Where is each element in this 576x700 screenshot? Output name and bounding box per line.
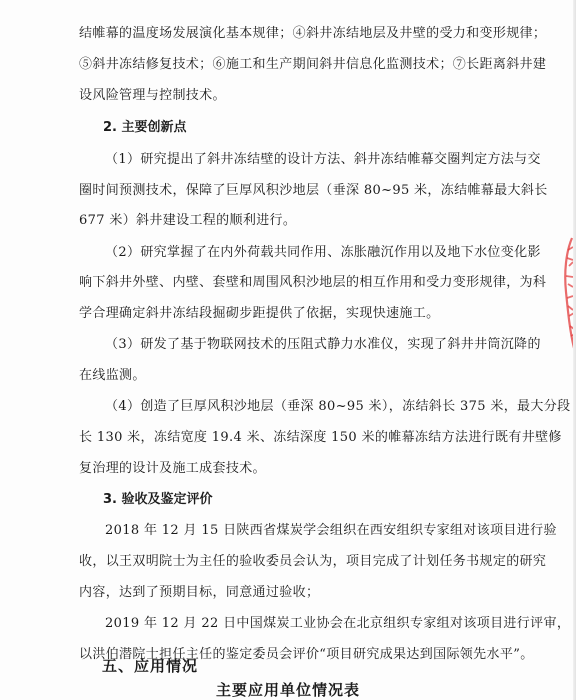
text-line: （1）研究提出了斜井冻结壁的设计方法、斜井冻结帷幕交圈判定方法与交 (105, 152, 541, 167)
text-line: 2018 年 12 月 15 日陕西省煤炭学会组织在西安组织专家组对该项目进行验 (105, 523, 557, 538)
text-line: 长 130 米，冻结宽度 19.4 米、冻结深度 150 米的帷幕冻结方法进行既有井壁修 (79, 430, 562, 445)
text-line: 在线监测。 (79, 368, 146, 383)
text-line: 学合理确定斜井冻结段掘砌步距提供了依据，实现快速施工。 (79, 306, 440, 321)
text-line: 复治理的设计及施工成套技术。 (79, 461, 266, 476)
text-line: 677 米）斜井建设工程的顺利进行。 (79, 213, 297, 228)
text-line: （2）研究掌握了在内外荷载共同作用、冻胀融沉作用以及地下水位变化影 (105, 245, 541, 260)
text-line: 以洪伯潜院士担任主任的鉴定委员会评价“项目研究成果达到国际领先水平”。 (79, 647, 534, 662)
text-line: 结帷幕的温度场发展演化基本规律；④斜井冻结地层及井壁的受力和变形规律； (79, 26, 547, 41)
text-line: 收，以王双明院士为主任的验收委员会认为，项目完成了计划任务书规定的研究 (79, 554, 547, 569)
section-heading-application: 五、应用情况 (102, 657, 199, 675)
text-line: 圈时间预测技术，保障了巨厚风积沙地层（垂深 80~95 米，冻结帷幕最大斜长 (79, 183, 548, 198)
text-line: 内容，达到了预期目标，同意通过验收； (79, 585, 320, 600)
text-line: （3）研发了基于物联网技术的压阻式静力水准仪，实现了斜井井筒沉降的 (105, 337, 541, 352)
subheading-innovations: 2. 主要创新点 (103, 120, 187, 135)
table-title: 主要应用单位情况表 (216, 681, 361, 699)
text-line: 2019 年 12 月 22 日中国煤炭工业协会在北京组织专家组对该项目进行评审， (105, 616, 571, 631)
text-line: 设风险管理与控制技术。 (79, 88, 226, 103)
text-line: ⑤斜井冻结修复技术；⑥施工和生产期间斜井信息化监测技术；⑦长距离斜井建 (79, 57, 547, 72)
subheading-acceptance: 3. 验收及鉴定评价 (103, 492, 213, 507)
text-line: 响下斜井外壁、内壁、套壁和周围风积沙地层的相互作用和受力变形规律，为科 (79, 275, 547, 290)
text-line: （4）创造了巨厚风积沙地层（垂深 80~95 米），冻结斜长 375 米，最大分段 (105, 399, 571, 414)
